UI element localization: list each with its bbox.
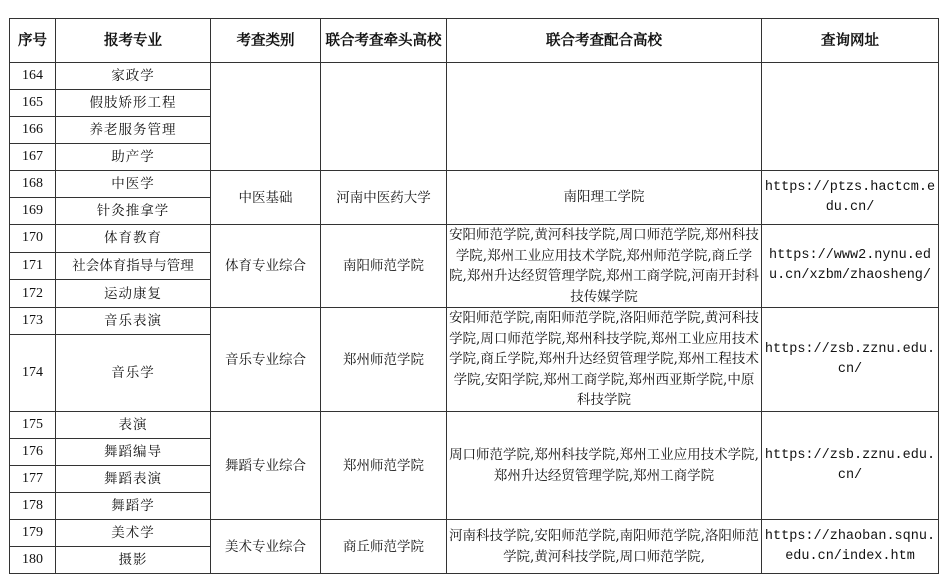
url-cell: https://www2.nynu.edu.cn/xzbm/zhaosheng/ <box>762 225 939 308</box>
partner-schools-cell: 南阳理工学院 <box>447 171 762 225</box>
table-row <box>10 520 939 547</box>
major-cell: 美术学 <box>56 520 211 547</box>
seq-cell: 172 <box>10 280 56 308</box>
partner-schools-cell: 周口师范学院,郑州科技学院,郑州工业应用技术学院,郑州升达经贸管理学院,郑州工商学院 <box>447 412 762 520</box>
major-cell: 针灸推拿学 <box>56 198 211 225</box>
major-cell: 家政学 <box>56 63 211 90</box>
seq-cell: 167 <box>10 144 56 171</box>
seq-cell: 166 <box>10 117 56 144</box>
lead-school-cell: 河南中医药大学 <box>321 171 447 225</box>
url-cell <box>762 63 939 171</box>
major-cell: 舞蹈表演 <box>56 466 211 493</box>
category-cell: 美术专业综合 <box>211 520 321 574</box>
seq-cell: 173 <box>10 308 56 335</box>
seq-cell: 164 <box>10 63 56 90</box>
seq-cell: 174 <box>10 335 56 412</box>
seq-cell: 175 <box>10 412 56 439</box>
major-cell: 摄影 <box>56 547 211 574</box>
seq-cell: 180 <box>10 547 56 574</box>
major-cell: 运动康复 <box>56 280 211 308</box>
major-cell: 音乐表演 <box>56 308 211 335</box>
major-cell: 舞蹈编导 <box>56 439 211 466</box>
header-url: 查询网址 <box>762 19 939 63</box>
seq-cell: 170 <box>10 225 56 253</box>
table-row <box>10 171 939 198</box>
category-cell: 舞蹈专业综合 <box>211 412 321 520</box>
seq-cell: 169 <box>10 198 56 225</box>
url-cell: https://zhaoban.sqnu.edu.cn/index.htm <box>762 520 939 574</box>
partner-schools-cell: 安阳师范学院,黄河科技学院,周口师范学院,郑州科技学院,郑州工业应用技术学院,郑州师范学院,商丘学院,郑州升达经贸管理学院,郑州工商学院,河南开封科技传媒学院 <box>447 225 762 308</box>
url-cell: https://zsb.zznu.edu.cn/ <box>762 308 939 412</box>
lead-school-cell: 郑州师范学院 <box>321 412 447 520</box>
partner-schools-cell: 河南科技学院,安阳师范学院,南阳师范学院,洛阳师范学院,黄河科技学院,周口师范学院, <box>447 520 762 574</box>
major-cell: 音乐学 <box>56 335 211 412</box>
header-row <box>10 19 939 63</box>
category-cell: 体育专业综合 <box>211 225 321 308</box>
major-cell: 中医学 <box>56 171 211 198</box>
partner-schools-cell <box>447 63 762 171</box>
major-cell: 舞蹈学 <box>56 493 211 520</box>
table-row <box>10 225 939 253</box>
header-lead-school: 联合考查牵头高校 <box>321 19 447 63</box>
header-category: 考查类别 <box>211 19 321 63</box>
partner-schools-cell: 安阳师范学院,南阳师范学院,洛阳师范学院,黄河科技学院,周口师范学院,郑州科技学院,郑州工业应用技术学院,商丘学院,郑州升达经贸管理学院,郑州工程技术学院,安阳学院,郑州工商学院,郑州西亚斯学院,中原科技学院 <box>447 308 762 412</box>
seq-cell: 178 <box>10 493 56 520</box>
header-major: 报考专业 <box>56 19 211 63</box>
seq-cell: 168 <box>10 171 56 198</box>
table-row <box>10 63 939 90</box>
major-cell: 表演 <box>56 412 211 439</box>
major-cell: 助产学 <box>56 144 211 171</box>
url-cell: https://ptzs.hactcm.edu.cn/ <box>762 171 939 225</box>
header-partner-schools: 联合考查配合高校 <box>447 19 762 63</box>
category-cell: 音乐专业综合 <box>211 308 321 412</box>
seq-cell: 176 <box>10 439 56 466</box>
lead-school-cell: 商丘师范学院 <box>321 520 447 574</box>
table-row <box>10 308 939 335</box>
category-cell <box>211 63 321 171</box>
header-seq: 序号 <box>10 19 56 63</box>
admission-table <box>9 18 939 574</box>
major-cell: 社会体育指导与管理 <box>56 252 211 280</box>
major-cell: 假肢矫形工程 <box>56 90 211 117</box>
seq-cell: 177 <box>10 466 56 493</box>
major-cell: 体育教育 <box>56 225 211 253</box>
lead-school-cell: 郑州师范学院 <box>321 308 447 412</box>
url-cell: https://zsb.zznu.edu.cn/ <box>762 412 939 520</box>
seq-cell: 179 <box>10 520 56 547</box>
major-cell: 养老服务管理 <box>56 117 211 144</box>
table-row <box>10 412 939 439</box>
lead-school-cell <box>321 63 447 171</box>
lead-school-cell: 南阳师范学院 <box>321 225 447 308</box>
seq-cell: 165 <box>10 90 56 117</box>
category-cell: 中医基础 <box>211 171 321 225</box>
seq-cell: 171 <box>10 252 56 280</box>
